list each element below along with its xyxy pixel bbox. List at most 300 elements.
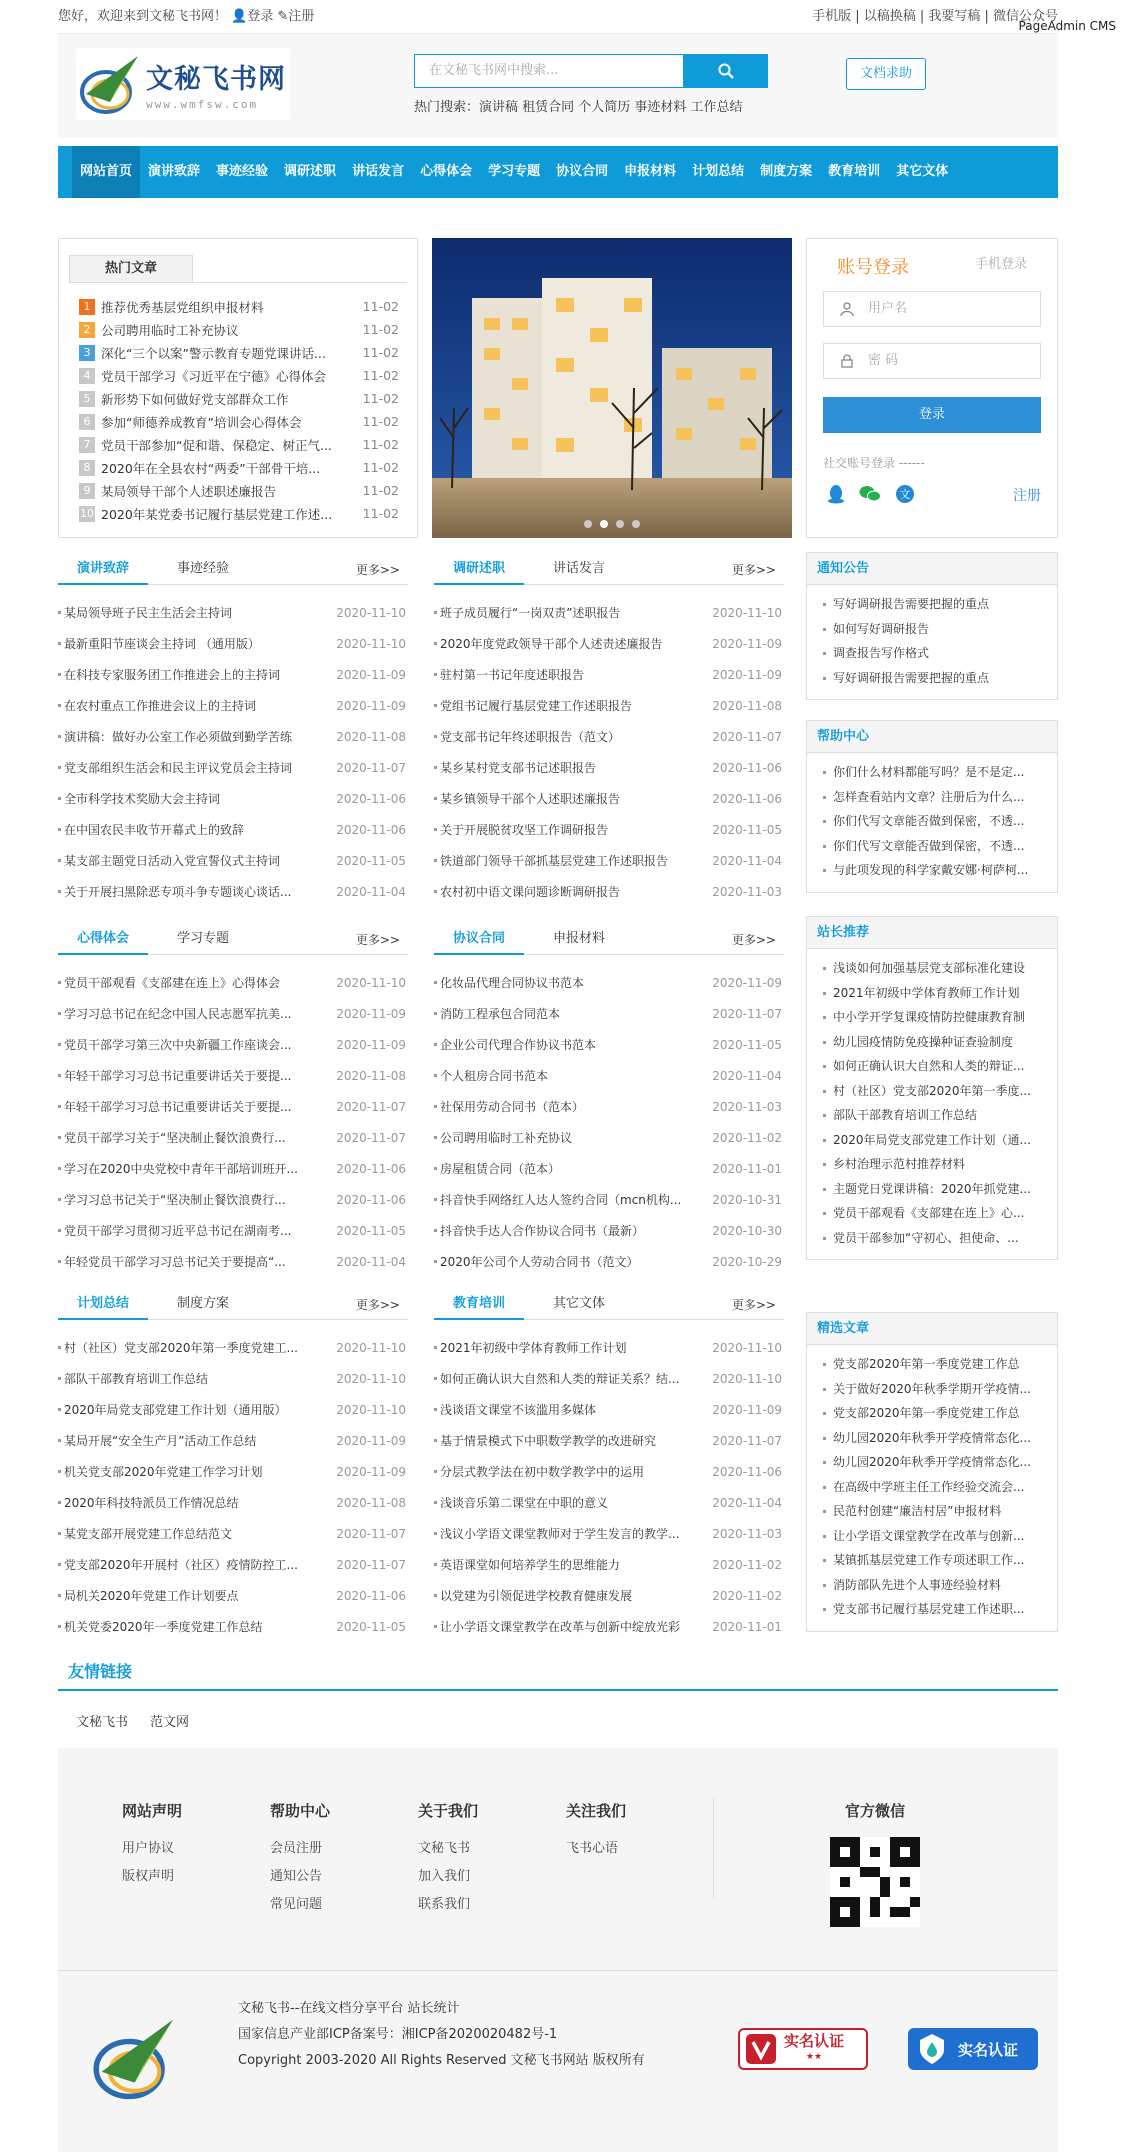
list-item[interactable] xyxy=(434,1549,784,1580)
more-link[interactable]: 更多>> xyxy=(731,1298,776,1312)
item-date: 2020-10-31 xyxy=(712,1192,782,1207)
article-list xyxy=(58,1320,408,1642)
column-tab[interactable]: 申报材料 xyxy=(552,931,605,946)
list-item[interactable] xyxy=(434,690,784,721)
item-title[interactable]: 抖音快手网络红人达人签约合同（mcn机构... xyxy=(434,1191,704,1208)
footer-column-title: 关注我们 xyxy=(566,1802,627,1820)
item-date: 2020-11-10 xyxy=(712,1340,782,1355)
sidebar-item[interactable]: 浅谈如何加强基层党支部标准化建设 xyxy=(817,959,1047,984)
more-link[interactable]: 更多>> xyxy=(355,933,400,947)
item-date: 2020-11-09 xyxy=(336,1464,406,1479)
item-title[interactable]: 2020年局党支部党建工作计划（通用版） xyxy=(58,1401,328,1418)
list-item[interactable] xyxy=(434,876,784,907)
item-title[interactable]: 抖音快手达人合作协议合同书（最新） xyxy=(434,1222,704,1239)
item-date: 2020-10-29 xyxy=(712,1254,782,1269)
footer-divider xyxy=(713,1798,714,1898)
hot-article-item[interactable] xyxy=(79,456,399,479)
list-item[interactable] xyxy=(58,1611,408,1642)
article-date: 11-02 xyxy=(362,391,399,406)
item-title[interactable]: 演讲稿：做好办公室工作必须做到勤学苦练 xyxy=(58,728,328,745)
list-item[interactable] xyxy=(434,783,784,814)
nav-item[interactable]: 其它文体 xyxy=(896,164,949,179)
sidebar-item[interactable]: 消防部队先进个人事迹经验材料 xyxy=(817,1576,1047,1601)
column-tab-active[interactable]: 调研述职 xyxy=(434,555,524,585)
more-link[interactable]: 更多>> xyxy=(731,933,776,947)
list-item[interactable] xyxy=(434,1456,784,1487)
list-item[interactable] xyxy=(434,659,784,690)
more-link[interactable]: 更多>> xyxy=(355,563,400,577)
item-title[interactable]: 房屋租赁合同（范本） xyxy=(434,1160,704,1177)
item-title[interactable]: 社保用劳动合同书（范本） xyxy=(434,1098,704,1115)
item-title[interactable]: 企业公司代理合作协议书范本 xyxy=(434,1036,704,1053)
item-title[interactable]: 学习习总书记关于“坚决制止餐饮浪费行... xyxy=(58,1191,328,1208)
friend-link[interactable]: 范文网 xyxy=(150,1715,190,1730)
list-item[interactable] xyxy=(58,1363,408,1394)
top-links[interactable]: 手机版 | 以稿换稿 | 我要写稿 | 微信公众号 xyxy=(812,9,1058,24)
sidebar-box xyxy=(806,916,1058,1260)
item-title[interactable]: 以党建为引领促进学校教育健康发展 xyxy=(434,1587,704,1604)
friend-links-list xyxy=(58,1691,1058,1730)
list-item[interactable] xyxy=(58,1332,408,1363)
nav-item[interactable]: 制度方案 xyxy=(760,164,813,179)
nav-item[interactable]: 网站首页 xyxy=(72,146,140,198)
hot-article-item[interactable] xyxy=(79,295,399,318)
footer-link[interactable]: 常见问题 xyxy=(270,1897,323,1912)
search-input[interactable]: 在文秘飞书网中搜索... xyxy=(414,54,684,88)
item-title[interactable]: 某支部主题党日活动入党宣誓仪式主持词 xyxy=(58,852,328,869)
list-item[interactable] xyxy=(434,752,784,783)
footer-column xyxy=(418,1800,478,1921)
sidebar-item[interactable]: 党支部2020年第一季度党建工作总 xyxy=(817,1355,1047,1380)
item-date: 2020-11-08 xyxy=(336,1068,406,1083)
list-item[interactable] xyxy=(434,814,784,845)
hot-search-label: 热门搜索： xyxy=(414,100,480,115)
item-date: 2020-11-05 xyxy=(336,1223,406,1238)
article-column xyxy=(434,925,784,1277)
item-title[interactable]: 铁道部门领导干部抓基层党建工作述职报告 xyxy=(434,852,704,869)
item-title[interactable]: 党员干部观看《支部建在连上》心得体会 xyxy=(58,974,328,991)
item-title[interactable]: 年轻党员干部学习习总书记关于要提高“... xyxy=(58,1253,328,1270)
column-tab[interactable]: 事迹经验 xyxy=(176,561,229,576)
list-item[interactable] xyxy=(434,967,784,998)
item-date: 2020-11-10 xyxy=(336,605,406,620)
item-date: 2020-11-04 xyxy=(336,1254,406,1269)
list-item[interactable] xyxy=(434,1332,784,1363)
item-title[interactable]: 公司聘用临时工补充协议 xyxy=(434,1129,704,1146)
sidebar-item[interactable]: 如何写好调研报告 xyxy=(817,620,1047,645)
sidebar-title: 站长推荐 xyxy=(807,917,1057,949)
site-logo[interactable] xyxy=(76,48,290,120)
list-item[interactable] xyxy=(58,1425,408,1456)
list-item[interactable] xyxy=(434,1518,784,1549)
item-title[interactable]: 某乡某村党支部书记述职报告 xyxy=(434,759,704,776)
nav-item[interactable]: 申报材料 xyxy=(624,164,677,179)
column-tab-active[interactable]: 计划总结 xyxy=(58,1290,148,1320)
divider xyxy=(69,282,407,283)
item-title[interactable]: 关于开展扫黑除恶专项斗争专题谈心谈话... xyxy=(58,883,328,900)
footer-logo-icon xyxy=(88,2010,184,2109)
sidebar-item[interactable]: 幼儿园2020年秋季开学疫情常态化... xyxy=(817,1453,1047,1478)
sidebar-list xyxy=(807,753,1057,892)
item-title[interactable]: 某局开展“安全生产月”活动工作总结 xyxy=(58,1432,328,1449)
list-item[interactable] xyxy=(58,1549,408,1580)
hot-articles-box xyxy=(58,238,418,538)
hot-article-item[interactable] xyxy=(79,502,399,525)
list-item[interactable] xyxy=(58,1487,408,1518)
login-box xyxy=(806,238,1058,538)
item-title[interactable]: 全市科学技术奖励大会主持词 xyxy=(58,790,328,807)
friend-link[interactable]: 文秘飞书 xyxy=(76,1715,129,1730)
footer-link[interactable]: 版权声明 xyxy=(122,1869,175,1884)
list-item[interactable] xyxy=(58,783,408,814)
article-title[interactable]: 参加“师德养成教育”培训会心得体会 xyxy=(101,414,302,430)
sidebar-item[interactable]: 某镇抓基层党建工作专项述职工作... xyxy=(817,1551,1047,1576)
footer-link[interactable]: 会员注册 xyxy=(270,1841,323,1856)
item-title[interactable]: 某党支部开展党建工作总结范文 xyxy=(58,1525,328,1542)
search-bar xyxy=(414,54,768,88)
item-title[interactable]: 浅谈音乐第二课堂在中职的意义 xyxy=(434,1494,704,1511)
list-item[interactable] xyxy=(434,1029,784,1060)
image-slider[interactable] xyxy=(432,238,792,538)
nav-item[interactable]: 计划总结 xyxy=(692,164,745,179)
list-item[interactable] xyxy=(58,659,408,690)
login-link[interactable]: 登录 xyxy=(247,9,274,24)
article-title[interactable]: 2020年某党委书记履行基层党建工作述... xyxy=(101,506,333,522)
footer-column xyxy=(566,1800,626,1865)
footer-line xyxy=(58,1970,1058,1971)
item-title[interactable]: 英语课堂如何培养学生的思维能力 xyxy=(434,1556,704,1573)
sidebar-item[interactable]: 让小学语文课堂教学在改革与创新... xyxy=(817,1527,1047,1552)
wechat-icon[interactable] xyxy=(859,485,881,503)
item-date: 2020-11-07 xyxy=(712,1433,782,1448)
item-title[interactable]: 个人租房合同书范本 xyxy=(434,1067,704,1084)
slider-dot[interactable] xyxy=(584,520,592,528)
item-title[interactable]: 在科技专家服务团工作推进会上的主持词 xyxy=(58,666,328,683)
sidebar-item[interactable]: 你们代写文章能否做到保密，不透... xyxy=(817,837,1047,862)
item-date: 2020-11-07 xyxy=(336,1557,406,1572)
list-item[interactable] xyxy=(434,845,784,876)
item-title[interactable]: 班子成员履行“一岗双责”述职报告 xyxy=(434,604,704,621)
item-title[interactable]: 年轻干部学习习总书记重要讲话关于要提... xyxy=(58,1098,328,1115)
sidebar-item[interactable]: 村（社区）党支部2020年第一季度... xyxy=(817,1082,1047,1107)
item-title[interactable]: 分层式教学法在初中数学教学中的运用 xyxy=(434,1463,704,1480)
sidebar-item[interactable]: 关于做好2020年秋季学期开学疫情... xyxy=(817,1380,1047,1405)
footer-link[interactable]: 用户协议 xyxy=(122,1841,175,1856)
list-item[interactable] xyxy=(58,814,408,845)
more-link[interactable]: 更多>> xyxy=(731,563,776,577)
item-title[interactable]: 2020年度党政领导干部个人述责述廉报告 xyxy=(434,635,704,652)
sidebar-item[interactable]: 幼儿园疫情防免疫操种证查验制度 xyxy=(817,1033,1047,1058)
item-title[interactable]: 关于开展脱贫攻坚工作调研报告 xyxy=(434,821,704,838)
hot-article-item[interactable] xyxy=(79,341,399,364)
item-title[interactable]: 党支部2020年开展村（社区）疫情防控工... xyxy=(58,1556,328,1573)
list-item[interactable] xyxy=(434,1184,784,1215)
sidebar-item[interactable]: 中小学开学复课疫情防控健康教育制 xyxy=(817,1008,1047,1033)
item-title[interactable]: 如何正确认识大自然和人类的辩证关系？结... xyxy=(434,1370,704,1387)
item-title[interactable]: 局机关2020年党建工作计划要点 xyxy=(58,1587,328,1604)
item-date: 2020-11-10 xyxy=(336,1371,406,1386)
sidebar-item[interactable]: 写好调研报告需要把握的重点 xyxy=(817,595,1047,620)
article-column xyxy=(58,925,408,1277)
footer-column xyxy=(270,1800,330,1921)
doc-help-button[interactable]: 文档求助 xyxy=(846,58,926,90)
list-item[interactable] xyxy=(434,998,784,1029)
sidebar-item[interactable]: 幼儿园2020年秋季开学疫情常态化... xyxy=(817,1429,1047,1454)
column-header xyxy=(434,1290,784,1320)
item-title[interactable]: 学习在2020中央党校中青年干部培训班开... xyxy=(58,1160,328,1177)
hot-articles-list xyxy=(79,295,399,525)
list-item[interactable] xyxy=(58,690,408,721)
column-tab-active[interactable]: 教育培训 xyxy=(434,1290,524,1320)
sidebar-item[interactable]: 如何正确认识大自然和人类的辩证... xyxy=(817,1057,1047,1082)
footer-copyright: Copyright 2003-2020 All Rights Reserved 文秘飞书网站 版权所有 xyxy=(238,2053,645,2068)
column-tab[interactable]: 制度方案 xyxy=(176,1296,229,1311)
sidebar-item[interactable]: 党员干部参加“守初心、担使命、... xyxy=(817,1229,1047,1254)
slider-dot[interactable] xyxy=(632,520,640,528)
item-date: 2020-11-10 xyxy=(336,1402,406,1417)
welcome-area xyxy=(58,0,314,34)
item-title[interactable]: 在中国农民丰收节开幕式上的致辞 xyxy=(58,821,328,838)
item-title[interactable]: 某乡镇领导干部个人述职述廉报告 xyxy=(434,790,704,807)
item-title[interactable]: 年轻干部学习习总书记重要讲话关于要提... xyxy=(58,1067,328,1084)
item-title[interactable]: 部队干部教育培训工作总结 xyxy=(58,1370,328,1387)
sidebar-item[interactable]: 主题党日党课讲稿：2020年抓党建... xyxy=(817,1180,1047,1205)
item-title[interactable]: 机关党支部2020年党建工作学习计划 xyxy=(58,1463,328,1480)
article-date: 11-02 xyxy=(362,483,399,498)
list-item[interactable] xyxy=(58,1456,408,1487)
hot-search-terms[interactable]: 演讲稿 租赁合同 个人简历 事迹材料 工作总结 xyxy=(479,100,743,115)
list-item[interactable] xyxy=(58,628,408,659)
list-item[interactable] xyxy=(434,1611,784,1642)
list-item[interactable] xyxy=(58,1091,408,1122)
list-item[interactable] xyxy=(58,1153,408,1184)
column-tab[interactable]: 讲话发言 xyxy=(552,561,605,576)
item-date: 2020-11-07 xyxy=(336,1130,406,1145)
slider-dots xyxy=(584,520,640,528)
list-item[interactable] xyxy=(434,1246,784,1277)
article-title[interactable]: 2020年在全县农村“两委”干部骨干培... xyxy=(101,460,321,476)
cms-label: PageAdmin CMS xyxy=(1018,19,1116,33)
list-item[interactable] xyxy=(434,1580,784,1611)
footer-link[interactable]: 飞书心语 xyxy=(566,1841,619,1856)
sidebar-item[interactable]: 党支部书记履行基层党建工作述职... xyxy=(817,1600,1047,1625)
svg-text:文: 文 xyxy=(899,488,911,501)
list-item[interactable] xyxy=(434,597,784,628)
hot-article-item[interactable] xyxy=(79,364,399,387)
footer-icp-line[interactable]: 国家信息产业部ICP备案号：湘ICP备2020020482号-1 xyxy=(238,2027,558,2042)
list-item[interactable] xyxy=(434,1487,784,1518)
sidebar-item[interactable]: 党员干部观看《支部建在连上》心... xyxy=(817,1204,1047,1229)
item-title[interactable]: 浅议小学语文课堂教师对于学生发言的教学... xyxy=(434,1525,704,1542)
list-item[interactable] xyxy=(58,876,408,907)
item-title[interactable]: 机关党委2020年一季度党建工作总结 xyxy=(58,1618,328,1635)
hot-article-item[interactable] xyxy=(79,433,399,456)
sidebar-item[interactable]: 与此项发现的科学家戴安娜·柯萨柯... xyxy=(817,861,1047,886)
sidebar-box xyxy=(806,552,1058,700)
nav-item[interactable]: 学习专题 xyxy=(488,164,541,179)
list-item[interactable] xyxy=(434,1060,784,1091)
list-item[interactable] xyxy=(434,1363,784,1394)
column-tab-active[interactable]: 心得体会 xyxy=(58,925,148,955)
item-date: 2020-11-06 xyxy=(712,791,782,806)
slider-dot-active[interactable] xyxy=(600,520,608,528)
nav-item[interactable]: 演讲致辞 xyxy=(148,164,201,179)
item-date: 2020-11-08 xyxy=(712,698,782,713)
item-title[interactable]: 村（社区）党支部2020年第一季度党建工... xyxy=(58,1339,328,1356)
column-tab[interactable]: 学习专题 xyxy=(176,931,229,946)
article-title[interactable]: 推荐优秀基层党组织申报材料 xyxy=(101,299,264,315)
article-date: 11-02 xyxy=(362,299,399,314)
item-title[interactable]: 在农村重点工作推进会议上的主持词 xyxy=(58,697,328,714)
item-title[interactable]: 浅谈语文课堂不该滥用多媒体 xyxy=(434,1401,704,1418)
slider-dot[interactable] xyxy=(616,520,624,528)
badge-text-1: 实名认证 xyxy=(784,2032,845,2050)
item-title[interactable]: 基于情景模式下中职数学教学的改进研究 xyxy=(434,1432,704,1449)
hot-articles-tab[interactable]: 热门文章 xyxy=(69,255,193,283)
item-title[interactable]: 学习习总书记在纪念中国人民志愿军抗美... xyxy=(58,1005,328,1022)
item-title[interactable]: 党员干部学习关于“坚决制止餐饮浪费行... xyxy=(58,1129,328,1146)
nav-item[interactable]: 协议合同 xyxy=(556,164,609,179)
list-item[interactable] xyxy=(58,1184,408,1215)
list-item[interactable] xyxy=(434,1394,784,1425)
sidebar-item[interactable]: 怎样查看站内文章？注册后为什么... xyxy=(817,788,1047,813)
item-date: 2020-11-05 xyxy=(336,853,406,868)
article-title[interactable]: 新形势下如何做好党支部群众工作 xyxy=(101,391,289,407)
list-item[interactable] xyxy=(58,1215,408,1246)
list-item[interactable] xyxy=(58,1060,408,1091)
username-placeholder: 用户名 xyxy=(868,301,908,316)
article-title[interactable]: 深化“三个以案”警示教育专题党课讲话... xyxy=(101,345,326,361)
account-login-tab[interactable]: 账号登录 xyxy=(837,257,909,278)
list-item[interactable] xyxy=(58,752,408,783)
more-link[interactable]: 更多>> xyxy=(355,1298,400,1312)
list-item[interactable] xyxy=(58,1518,408,1549)
item-date: 2020-11-04 xyxy=(712,1068,782,1083)
sidebar-item[interactable]: 你们什么材料都能写吗？是不是定... xyxy=(817,763,1047,788)
item-title[interactable]: 某局领导班子民主生活会主持词 xyxy=(58,604,328,621)
sidebar-item[interactable]: 调查报告写作格式 xyxy=(817,644,1047,669)
list-item[interactable] xyxy=(58,1246,408,1277)
list-item[interactable] xyxy=(58,1122,408,1153)
qq-icon[interactable] xyxy=(827,484,845,504)
list-item[interactable] xyxy=(58,845,408,876)
hot-article-item[interactable] xyxy=(79,318,399,341)
article-title[interactable]: 公司聘用临时工补充协议 xyxy=(101,322,239,338)
item-title[interactable]: 党组书记履行基层党建工作述职报告 xyxy=(434,697,704,714)
item-date: 2020-11-08 xyxy=(336,1495,406,1510)
list-item[interactable] xyxy=(434,1215,784,1246)
footer-link[interactable]: 通知公告 xyxy=(270,1869,323,1884)
sidebar-item[interactable]: 党支部2020年第一季度党建工作总 xyxy=(817,1404,1047,1429)
sidebar-list xyxy=(807,585,1057,699)
sidebar-item[interactable]: 民范村创建“廉洁村居”申报材料 xyxy=(817,1502,1047,1527)
item-title[interactable]: 党员干部学习贯彻习近平总书记在湖南考... xyxy=(58,1222,328,1239)
article-title[interactable]: 党员干部学习《习近平在宁德》心得体会 xyxy=(101,368,327,384)
nav-item[interactable]: 调研述职 xyxy=(284,164,337,179)
register-link[interactable]: 注册 xyxy=(288,9,315,24)
article-title[interactable]: 党员干部参加“促和谐、保稳定、树正气... xyxy=(101,437,332,453)
search-button[interactable] xyxy=(684,54,768,88)
item-date: 2020-11-06 xyxy=(336,1588,406,1603)
item-title[interactable]: 2020年公司个人劳动合同书（范文） xyxy=(434,1253,704,1270)
sidebar-item[interactable]: 在高级中学班主任工作经验交流会... xyxy=(817,1478,1047,1503)
list-item[interactable] xyxy=(58,1580,408,1611)
article-title[interactable]: 某局领导干部个人述职述廉报告 xyxy=(101,483,277,499)
nav-item[interactable]: 教育培训 xyxy=(828,164,881,179)
list-item[interactable] xyxy=(58,597,408,628)
item-title[interactable]: 2020年科技特派员工作情况总结 xyxy=(58,1494,328,1511)
list-item[interactable] xyxy=(434,721,784,752)
sidebar-item[interactable]: 乡村治理示范村推荐材料 xyxy=(817,1155,1047,1180)
item-date: 2020-11-07 xyxy=(712,1006,782,1021)
hot-article-item[interactable] xyxy=(79,410,399,433)
item-title[interactable]: 化妆品代理合同协议书范本 xyxy=(434,974,704,991)
item-title[interactable]: 消防工程承包合同范本 xyxy=(434,1005,704,1022)
nav-item[interactable]: 心得体会 xyxy=(420,164,473,179)
hot-article-item[interactable] xyxy=(79,479,399,502)
building-photo xyxy=(432,238,792,538)
sidebar-item[interactable]: 2021年初级中学体育教师工作计划 xyxy=(817,984,1047,1009)
item-title[interactable]: 农村初中语文课问题诊断调研报告 xyxy=(434,883,704,900)
password-input[interactable] xyxy=(823,343,1041,379)
item-title[interactable]: 党员干部学习第三次中央新疆工作座谈会... xyxy=(58,1036,328,1053)
item-title[interactable]: 2021年初级中学体育教师工作计划 xyxy=(434,1339,704,1356)
list-item[interactable] xyxy=(58,1394,408,1425)
footer-link[interactable]: 文秘飞书 xyxy=(418,1841,471,1856)
list-item[interactable] xyxy=(58,967,408,998)
column-tab-active[interactable]: 协议合同 xyxy=(434,925,524,955)
sidebar-item[interactable]: 部队干部教育培训工作总结 xyxy=(817,1106,1047,1131)
list-item[interactable] xyxy=(434,628,784,659)
column-tab[interactable]: 其它文体 xyxy=(552,1296,605,1311)
item-title[interactable]: 党支部组织生活会和民主评议党员会主持词 xyxy=(58,759,328,776)
item-title[interactable]: 最新重阳节座谈会主持词 （通用版） xyxy=(58,635,328,652)
real-name-badge-red[interactable] xyxy=(738,2028,868,2070)
login-submit-button[interactable]: 登录 xyxy=(823,397,1041,433)
username-input[interactable] xyxy=(823,291,1041,327)
footer-platform-line[interactable]: 文秘飞书--在线文档分享平台 站长统计 xyxy=(238,2001,460,2016)
real-name-badge-blue[interactable] xyxy=(908,2028,1038,2070)
list-item[interactable] xyxy=(434,1122,784,1153)
footer-link[interactable]: 联系我们 xyxy=(418,1897,471,1912)
hot-article-item[interactable] xyxy=(79,387,399,410)
article-column xyxy=(434,1290,784,1642)
register-link[interactable]: 注册 xyxy=(1013,488,1041,504)
sidebar-item[interactable]: 写好调研报告需要把握的重点 xyxy=(817,669,1047,694)
footer-link[interactable]: 加入我们 xyxy=(418,1869,471,1884)
sidebar-item[interactable]: 你们代写文章能否做到保密，不透... xyxy=(817,812,1047,837)
list-item[interactable] xyxy=(58,721,408,752)
list-item[interactable] xyxy=(434,1153,784,1184)
nav-item[interactable]: 讲话发言 xyxy=(352,164,405,179)
list-item[interactable] xyxy=(434,1425,784,1456)
item-title[interactable]: 驻村第一书记年度述职报告 xyxy=(434,666,704,683)
item-date: 2020-11-06 xyxy=(712,760,782,775)
mobile-login-tab[interactable]: 手机登录 xyxy=(974,257,1027,272)
sidebar-item[interactable]: 2020年局党支部党建工作计划（通... xyxy=(817,1131,1047,1156)
list-item[interactable] xyxy=(434,1091,784,1122)
nav-item[interactable]: 事迹经验 xyxy=(216,164,269,179)
item-title[interactable]: 让小学语文课堂教学在改革与创新中绽放光彩 xyxy=(434,1618,704,1635)
sidebar-title: 帮助中心 xyxy=(807,721,1057,753)
item-title[interactable]: 党支部书记年终述职报告（范文） xyxy=(434,728,704,745)
column-tab-active[interactable]: 演讲致辞 xyxy=(58,555,148,585)
list-item[interactable] xyxy=(58,998,408,1029)
list-item[interactable] xyxy=(58,1029,408,1060)
drop-shield-icon xyxy=(916,2032,948,2066)
weibo-icon[interactable] xyxy=(895,484,915,504)
item-date: 2020-11-04 xyxy=(712,853,782,868)
